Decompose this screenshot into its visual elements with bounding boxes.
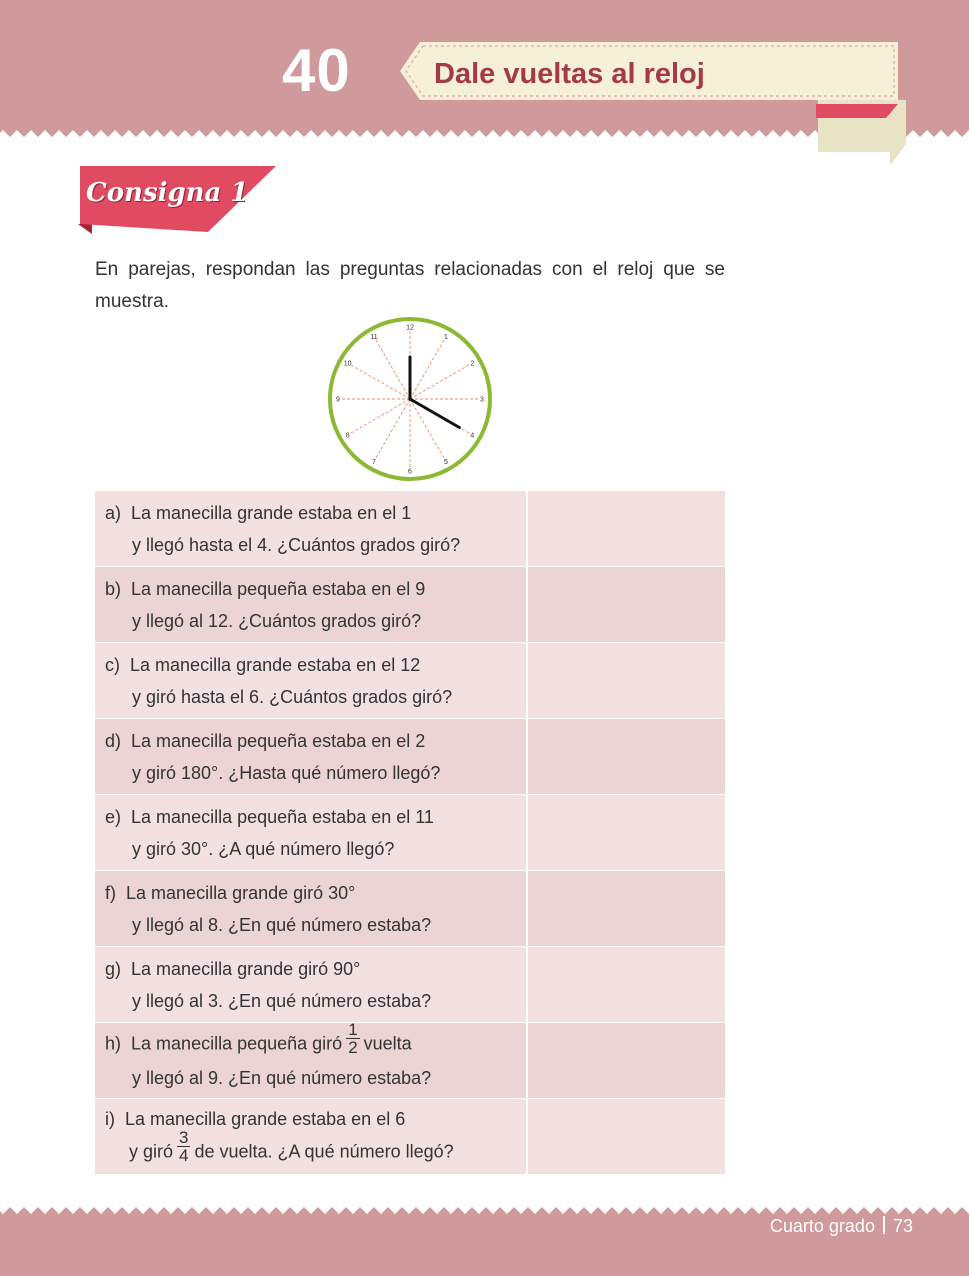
question-text: La manecilla grande giró 30°: [126, 882, 356, 903]
clock-number: 9: [336, 396, 340, 404]
page-footer: [770, 1216, 913, 1237]
table-row: g) La manecilla grande giró 90° y llegó al 3. ¿En qué número estaba?: [95, 947, 725, 1023]
consigna-label: Consigna 1: [86, 178, 249, 208]
clock-number: 5: [444, 458, 448, 466]
clock-number: 4: [470, 432, 475, 440]
question-text: La manecilla pequeña estaba en el 2: [131, 730, 426, 751]
clock-number: 2: [470, 360, 475, 368]
lesson-number: 40: [282, 37, 351, 104]
page-number: 73: [892, 1216, 913, 1236]
answer-cell[interactable]: [527, 719, 725, 795]
clock-number: 11: [370, 334, 378, 342]
table-row: a) La manecilla grande estaba en el 1 y llegó hasta el 4. ¿Cuántos grados giró?: [95, 491, 725, 567]
footer-divider: [883, 1216, 885, 1234]
answer-cell[interactable]: [527, 491, 725, 567]
question-text: La manecilla grande estaba en el 6: [125, 1109, 406, 1129]
questions-table: [95, 491, 725, 1175]
answer-cell[interactable]: [527, 1099, 725, 1175]
question-text: La manecilla pequeña giró: [131, 1033, 343, 1054]
table-row: h) La manecilla pequeña giró $\frac{1}{2}$ vuelta y llegó al 9. ¿En qué número estaba?: [95, 1023, 725, 1099]
table-row: b) La manecilla pequeña estaba en el 9 y llegó al 12. ¿Cuántos grados giró?: [95, 567, 725, 643]
table-row: f) La manecilla grande giró 30° y llegó al 8. ¿En qué número estaba?: [95, 871, 725, 947]
clock-number: 3: [480, 396, 484, 404]
instructions: En parejas, respondan las preguntas relacionadas con el reloj que se muestra.: [95, 259, 725, 312]
question-text: La manecilla grande estaba en el 12: [130, 654, 421, 675]
clock-number: 12: [406, 324, 414, 332]
table-row: e) La manecilla pequeña estaba en el 11 y giró 30°. ¿A qué número llegó?: [95, 795, 725, 871]
table-row: c) La manecilla grande estaba en el 12 y giró hasta el 6. ¿Cuántos grados giró?: [95, 643, 725, 719]
table-row: i) La manecilla grande estaba en el 6 y giró $\frac{3}{4}$ de vuelta. ¿A qué número llegó?: [95, 1099, 725, 1175]
clock-number: 10: [343, 360, 352, 368]
question-text: La manecilla grande estaba en el 1: [131, 502, 412, 523]
answer-cell[interactable]: [527, 1023, 725, 1099]
clock-number: 7: [372, 458, 376, 466]
answer-cell[interactable]: [527, 643, 725, 719]
clock-number: 8: [345, 432, 350, 440]
table-row: d) La manecilla pequeña estaba en el 2 y giró 180°. ¿Hasta qué número llegó?: [95, 719, 725, 795]
fraction: $\frac{1}{2}$: [348, 1020, 358, 1057]
clock-number: 1: [444, 334, 448, 342]
clock-figure: [326, 315, 494, 483]
answer-cell[interactable]: [527, 871, 725, 947]
fraction: $\frac{3}{4}$: [179, 1128, 189, 1165]
answer-cell[interactable]: [527, 567, 725, 643]
answer-cell[interactable]: [527, 795, 725, 871]
lesson-title: Dale vueltas al reloj: [434, 58, 705, 90]
grade-label: Cuarto grado: [769, 1216, 875, 1236]
question-text: La manecilla pequeña estaba en el 11: [131, 806, 434, 827]
clock-number: 6: [408, 468, 412, 476]
footer-band: [0, 1200, 969, 1276]
question-text: La manecilla grande giró 90°: [131, 958, 361, 979]
answer-cell[interactable]: [527, 947, 725, 1023]
question-text: La manecilla pequeña estaba en el 9: [131, 578, 426, 599]
